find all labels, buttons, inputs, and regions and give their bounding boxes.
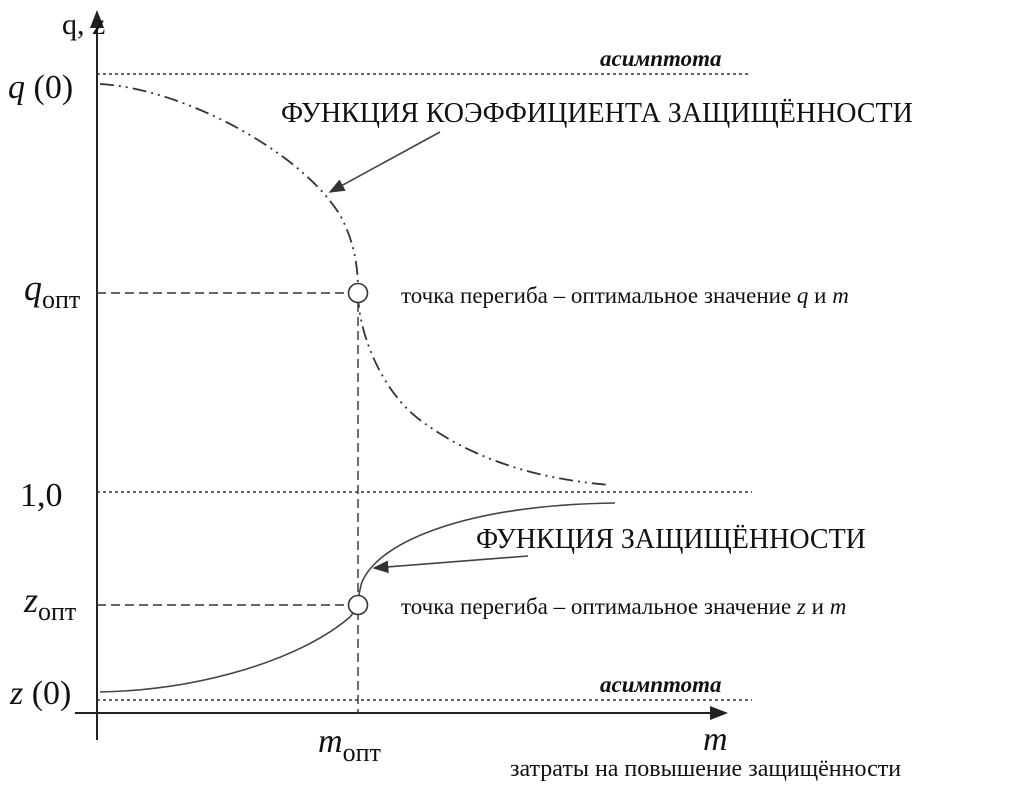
q-inflection-var2: m [832, 283, 849, 308]
z-inflection-point-marker [349, 596, 368, 615]
q-inflection-label [401, 283, 849, 308]
x-tick-m-opt-sub: опт [342, 738, 381, 767]
q-inflection-text: точка перегиба – оптимальное значение [401, 283, 797, 308]
y-tick-q-opt-sub: опт [42, 285, 81, 314]
y-tick-z0 [9, 675, 71, 712]
y-tick-q0-var: q [8, 69, 25, 106]
x-axis-arrowhead [710, 706, 728, 720]
y-tick-z0-arg: (0) [23, 675, 72, 712]
q-inflection-point-marker [349, 284, 368, 303]
y-tick-one: 1,0 [20, 477, 63, 514]
x-axis-label: m [703, 721, 728, 758]
q-inflection-var1: q [796, 283, 809, 308]
y-tick-z0-var: z [10, 675, 24, 712]
z-inflection-var1: z [796, 594, 806, 619]
z-inflection-text: точка перегиба – оптимальное значение [401, 594, 797, 619]
z-inflection-label [401, 594, 846, 619]
q-inflection-conj: и [808, 283, 833, 308]
z-inflection-var2: m [829, 594, 847, 619]
asymptote-top-label: асимптота [600, 46, 722, 71]
y-tick-q-opt-var: q [24, 268, 42, 308]
x-axis-caption: затраты на повышение защищённости [510, 756, 902, 782]
x-tick-m-opt [318, 723, 381, 767]
z-inflection-conj: и [805, 594, 830, 619]
y-tick-q0-arg: (0) [25, 69, 74, 106]
z-function-label: ФУНКЦИЯ ЗАЩИЩЁННОСТИ [476, 524, 866, 555]
y-tick-q-opt [24, 268, 80, 314]
y-tick-z-opt-var: z [24, 580, 39, 620]
asymptote-bottom-label: асимптота [600, 672, 722, 697]
z-function-pointer-arrow [374, 556, 528, 568]
x-tick-m-opt-var: m [318, 723, 343, 760]
y-tick-z-opt-sub: опт [38, 597, 77, 626]
q-function-pointer-arrow [330, 132, 440, 192]
y-tick-z-opt [23, 580, 76, 626]
y-tick-q0 [8, 69, 73, 106]
q-function-label: ФУНКЦИЯ КОЭФФИЦИЕНТА ЗАЩИЩЁННОСТИ [281, 98, 913, 129]
y-axis-label: q, z [62, 8, 106, 41]
